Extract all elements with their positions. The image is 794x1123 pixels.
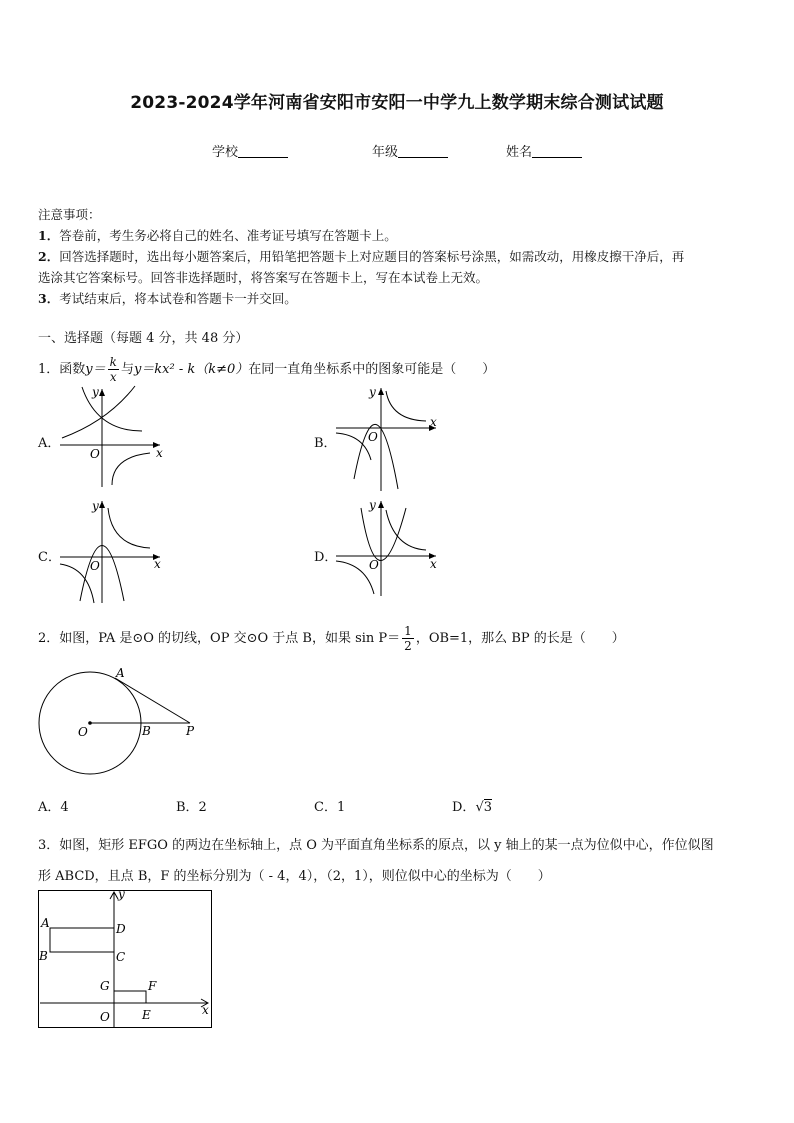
- question-2-stem: [38, 624, 625, 653]
- q1-prefix: 函数: [59, 362, 86, 377]
- notes-header: 注意事项：: [38, 207, 101, 222]
- graph-b-hyperbola-q1: [386, 391, 426, 421]
- question-1-stem: [38, 355, 495, 384]
- q2-fraction: [402, 624, 414, 653]
- note-1-num: 1．: [38, 228, 60, 243]
- note-2-num: 2．: [38, 249, 60, 264]
- graph-c-hyperbola-q3: [60, 564, 94, 603]
- graph-a-origin: O: [90, 447, 100, 461]
- grade-field: [372, 141, 448, 160]
- q1-eq2: y＝kx² - k（k≠0）: [133, 362, 249, 377]
- q3-label-o: O: [100, 1010, 110, 1024]
- graph-b: [336, 385, 446, 493]
- graph-d: [336, 498, 446, 598]
- section-heading: 一、选择题（每题 4 分，共 48 分）: [38, 331, 249, 346]
- q3-line-2: 形 ABCD，且点 B，F 的坐标分别为（ - 4，4），（2，1），则位似中心的坐标为（ ）: [38, 869, 551, 884]
- graph-d-parabola: [361, 508, 406, 561]
- q3-line-1-text: 如图，矩形 EFGO 的两边在坐标轴上，点 O 为平面直角坐标系的原点，以 y 轴上的某一点为位似中心，作位似图: [59, 838, 714, 853]
- q1-eq1-lhs: y＝: [85, 362, 106, 377]
- graph-a-x-label: x: [156, 446, 163, 460]
- q2-center-dot: [88, 721, 92, 725]
- graph-c-hyperbola-q1: [108, 508, 150, 548]
- q3-label-c: C: [116, 950, 126, 964]
- graph-c-x-label: x: [154, 557, 161, 571]
- q3-label-a: A: [41, 916, 50, 930]
- graph-a: [60, 385, 170, 487]
- name-field: [506, 141, 582, 160]
- school-label: 学校: [212, 145, 239, 160]
- q1-option-b[interactable]: B．: [314, 436, 337, 451]
- q1-frac-den: x: [109, 370, 117, 384]
- q3-label-g: G: [100, 979, 110, 993]
- q1-option-a[interactable]: A．: [38, 436, 61, 451]
- q3-line-1: [38, 830, 760, 861]
- q3-label-x: x: [202, 1003, 209, 1017]
- q3-number: 3．: [38, 838, 60, 853]
- q3-label-y: y: [118, 887, 125, 901]
- graph-b-x-label: x: [430, 415, 437, 429]
- graph-c-origin: O: [90, 559, 100, 573]
- graph-a-hyperbola-branch: [112, 453, 150, 485]
- q2-option-b[interactable]: B．2: [176, 800, 207, 815]
- graph-c-y-arrow: [99, 501, 105, 508]
- q2-label-a: A: [116, 666, 125, 680]
- grade-blank[interactable]: [398, 145, 448, 158]
- graph-d-y-label: y: [369, 498, 376, 512]
- graph-c: [60, 498, 170, 605]
- note-2-text-a: 回答选择题时，选出每小题答案后，用铅笔把答题卡上对应题目的答案标号涂黑，如需改动，用橡皮擦干净后，再: [59, 249, 685, 264]
- q2-stem-b: ，OB=1，那么 BP 的长是（ ）: [415, 631, 625, 646]
- graph-d-origin: O: [369, 558, 379, 572]
- page-title: 2023-2024学年河南省安阳市安阳一中学九上数学期末综合测试试题: [130, 93, 664, 113]
- graph-b-hyperbola-q3: [336, 433, 371, 460]
- q2-label-b: B: [142, 724, 151, 738]
- name-label: 姓名: [506, 145, 533, 160]
- graph-d-hyperbola-q1: [386, 510, 426, 550]
- school-blank[interactable]: [238, 145, 288, 158]
- q2-number: 2．: [38, 631, 60, 646]
- q2-option-d-label: D．: [452, 800, 476, 815]
- note-3-num: 3．: [38, 291, 60, 306]
- q2-label-p: P: [186, 724, 195, 738]
- q1-frac-num: k: [109, 355, 117, 369]
- q2-option-a[interactable]: A．4: [38, 800, 69, 815]
- q1-option-c[interactable]: C．: [38, 550, 61, 565]
- graph-a-y-arrow: [99, 389, 105, 396]
- note-1: [38, 225, 760, 246]
- graph-d-x-label: x: [430, 557, 437, 571]
- grade-label: 年级: [372, 145, 399, 160]
- graph-b-origin: O: [368, 430, 378, 444]
- q2-stem-a: 如图，PA 是⊙O 的切线，OP 交⊙O 于点 B，如果 sin P＝: [59, 631, 401, 646]
- q1-number: 1．: [38, 362, 60, 377]
- q3-figure: [38, 887, 213, 1030]
- q1-fraction: [108, 355, 119, 384]
- q2-frac-num: 1: [404, 624, 412, 638]
- q2-figure: [38, 668, 198, 808]
- graph-c-y-label: y: [92, 499, 99, 513]
- q3-label-f: F: [148, 979, 157, 993]
- q2-sqrt-value: 3: [483, 800, 493, 815]
- note-3-text: 考试结束后，将本试卷和答题卡一并交回。: [59, 291, 297, 306]
- graph-d-y-arrow: [378, 501, 384, 508]
- q1-suffix: 在同一直角坐标系中的图象可能是（ ）: [248, 362, 496, 377]
- q1-mid: 与: [120, 362, 134, 377]
- name-blank[interactable]: [532, 145, 582, 158]
- school-field: [212, 141, 288, 160]
- q2-option-c[interactable]: C．1: [314, 800, 346, 815]
- q3-label-b: B: [39, 949, 48, 963]
- note-1-text: 答卷前，考生务必将自己的姓名、准考证号填写在答题卡上。: [59, 228, 397, 243]
- q2-frac-den: 2: [404, 639, 412, 653]
- note-2: [38, 246, 760, 267]
- sqrt-icon: √: [475, 800, 484, 815]
- q3-label-e: E: [142, 1008, 151, 1022]
- q2-option-d[interactable]: [452, 796, 492, 815]
- q3-rect-abcd: [50, 928, 114, 952]
- graph-a-y-label: y: [92, 385, 99, 399]
- graph-b-y-arrow: [378, 388, 384, 395]
- q2-tangent-pa: [115, 678, 190, 723]
- q3-rect-efgo: [114, 991, 146, 1003]
- question-3-stem: [38, 830, 760, 892]
- q3-label-d: D: [116, 922, 126, 936]
- graph-b-y-label: y: [369, 385, 376, 399]
- q1-option-d[interactable]: D．: [314, 550, 338, 565]
- notes-block: [38, 204, 760, 309]
- q2-label-o: O: [78, 725, 88, 739]
- note-3: [38, 288, 760, 309]
- note-2-cont: 选涂其它答案标号。回答非选择题时，将答案写在答题卡上，写在本试卷上无效。: [38, 270, 489, 285]
